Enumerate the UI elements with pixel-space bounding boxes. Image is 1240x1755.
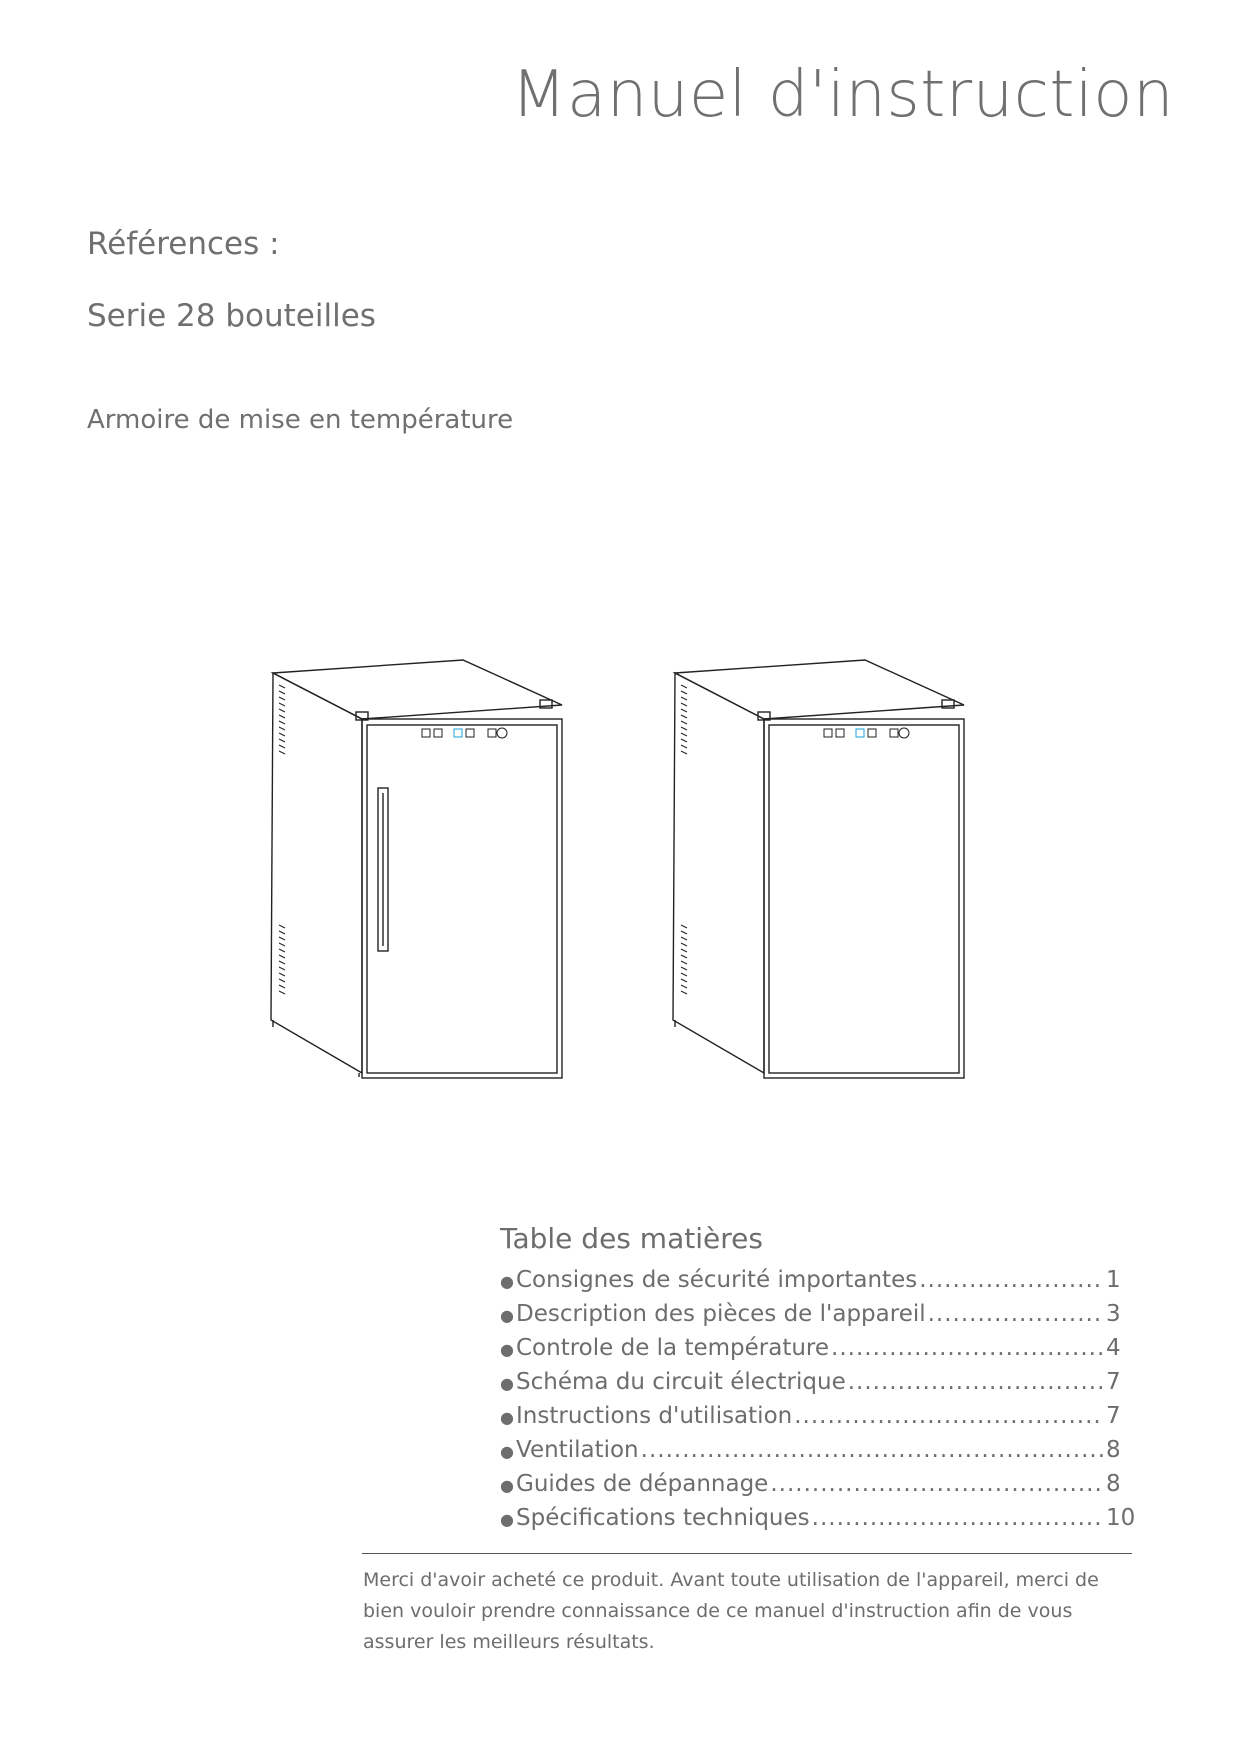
references-label: Références :	[87, 226, 280, 262]
toc-item-page: 10	[1106, 1505, 1136, 1531]
toc-leader	[831, 1335, 1104, 1361]
toc-item-label: Instructions d'utilisation	[516, 1403, 793, 1429]
toc-leader	[641, 1437, 1104, 1463]
bullet-icon: ●	[500, 1374, 514, 1393]
bullet-icon: ●	[500, 1510, 514, 1529]
toc-item[interactable]	[500, 1437, 1120, 1471]
toc-item-page: 3	[1106, 1301, 1121, 1327]
toc-leader	[812, 1505, 1104, 1531]
toc-item-page: 7	[1106, 1369, 1121, 1395]
toc-leader	[919, 1267, 1104, 1293]
toc-item[interactable]	[500, 1403, 1120, 1437]
toc-item-label: Controle de la température	[516, 1335, 830, 1361]
toc-leader	[848, 1369, 1104, 1395]
toc-item-label: Description des pièces de l'appareil	[516, 1301, 926, 1327]
toc-item-label: Spécifications techniques	[516, 1505, 810, 1531]
toc-item[interactable]	[500, 1267, 1120, 1301]
page-title: Manuel d'instruction	[511, 58, 1174, 132]
thank-you-note: Merci d'avoir acheté ce produit. Avant toute utilisation de l'appareil, merci de bien vouloir prendre connaissance de ce manuel d'instruction afin de vous assurer les meilleurs résultats.	[363, 1569, 1099, 1653]
cabinet-with-handle	[271, 660, 562, 1078]
toc-item[interactable]	[500, 1369, 1120, 1403]
toc-item-page: 8	[1106, 1471, 1121, 1497]
toc-item-label: Guides de dépannage	[516, 1471, 769, 1497]
series-name: Serie 28 bouteilles	[87, 298, 376, 334]
bullet-icon: ●	[500, 1476, 514, 1495]
appliance-illustration	[255, 655, 995, 1085]
toc-item[interactable]	[500, 1505, 1136, 1539]
toc-item-page: 8	[1106, 1437, 1121, 1463]
toc-leader	[928, 1301, 1104, 1327]
product-type: Armoire de mise en température	[87, 405, 514, 435]
toc-item-label: Consignes de sécurité importantes	[516, 1267, 918, 1293]
toc-item[interactable]	[500, 1471, 1120, 1505]
table-of-contents	[500, 1267, 1136, 1539]
cabinet-without-handle	[673, 660, 964, 1078]
toc-title: Table des matières	[500, 1222, 763, 1255]
toc-item-label: Ventilation	[516, 1437, 639, 1463]
bullet-icon: ●	[500, 1408, 514, 1427]
bullet-icon: ●	[500, 1442, 514, 1461]
divider	[362, 1553, 1132, 1554]
toc-item-page: 7	[1106, 1403, 1121, 1429]
toc-item-page: 1	[1106, 1267, 1121, 1293]
bullet-icon: ●	[500, 1306, 514, 1325]
toc-leader	[794, 1403, 1104, 1429]
toc-item[interactable]	[500, 1335, 1120, 1369]
bullet-icon: ●	[500, 1340, 514, 1359]
toc-item-page: 4	[1106, 1335, 1121, 1361]
toc-item-label: Schéma du circuit électrique	[516, 1369, 846, 1395]
toc-item[interactable]	[500, 1301, 1120, 1335]
bullet-icon: ●	[500, 1272, 514, 1291]
toc-leader	[770, 1471, 1104, 1497]
